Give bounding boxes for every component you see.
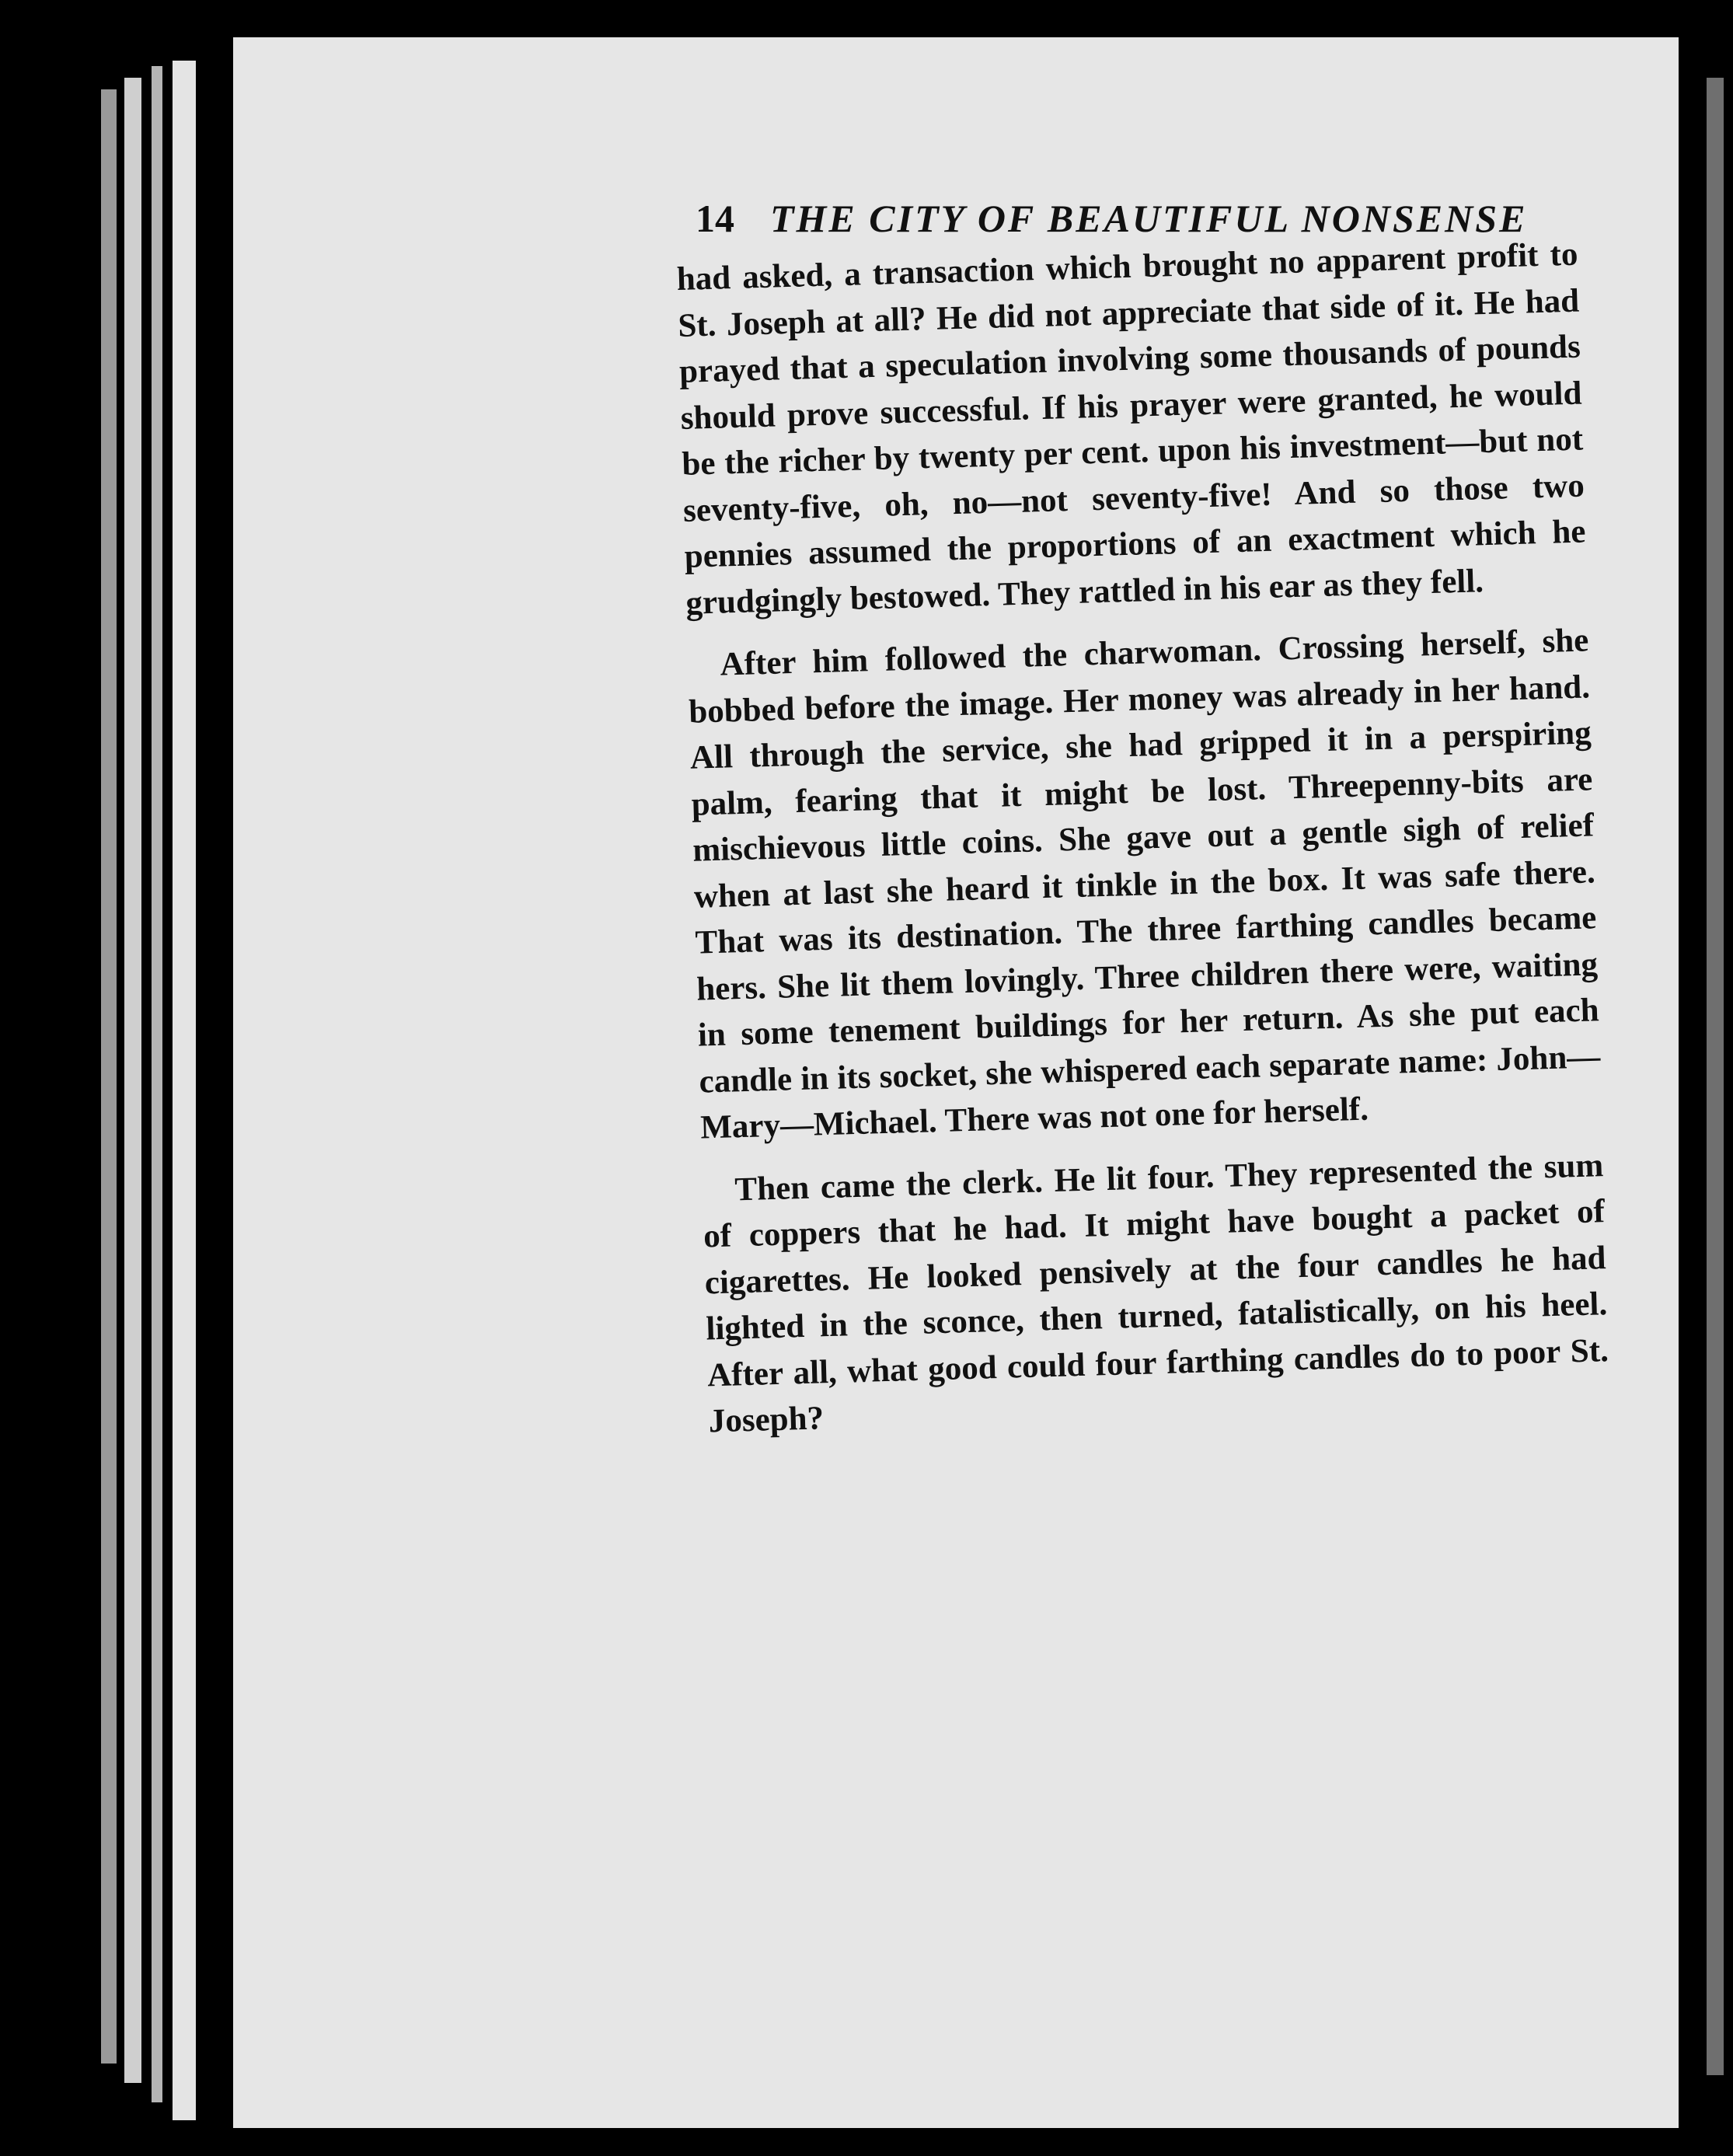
- book-edge: [173, 61, 196, 2120]
- page-number: 14: [696, 197, 734, 240]
- book-edge: [1707, 78, 1724, 2075]
- paragraph: Then came the clerk. He lit four. They represented the sum of coppers that he had. It might have bought a packet of cigarettes. He looked pensively at the four candles he had lighted in the sconce, then turned, fatalistically, on his heel. After all, what good could four farthing candles do to poor St. Joseph?: [703, 1146, 1609, 1440]
- running-title: THE CITY OF BEAUTIFUL NONSENSE: [770, 197, 1528, 240]
- book-edge: [124, 78, 141, 2083]
- paragraph: After him followed the charwoman. Crossing herself, she bobbed before the image. Her money was already in her hand. All through the service, she had gripped it in a perspiring palm, fearing that it might be lost. Threepenny-bits are mischievous little coins. She gave out a gentle sigh of relief when at last she heard it tinkle in the box. It was safe there. That was its destination. The three farthing candles became hers. She lit them lovingly. Three children there were, waiting in some tenement buildings for her return. As she put each candle in its socket, she whispered each separate name: John—Mary—Michael. There was not one for herself.: [688, 622, 1601, 1146]
- paragraph: had asked, a transaction which brought no apparent profit to St. Joseph at all? He did not appreciate that side of it. He had prayed that a speculation involving some thousands of pounds should prove successful. If his prayer were granted, he would be the richer by twenty per cent. upon his investment—but not seventy-five, oh, no—not seventy-five! And so those two pennies assumed the proportions of an exactment which he grudgingly bestowed. They rattled in his ear as they fell.: [676, 235, 1586, 622]
- page-header: [696, 196, 1528, 241]
- body-text: [676, 232, 1610, 1445]
- book-edge: [101, 89, 117, 2064]
- book-edge: [152, 66, 162, 2102]
